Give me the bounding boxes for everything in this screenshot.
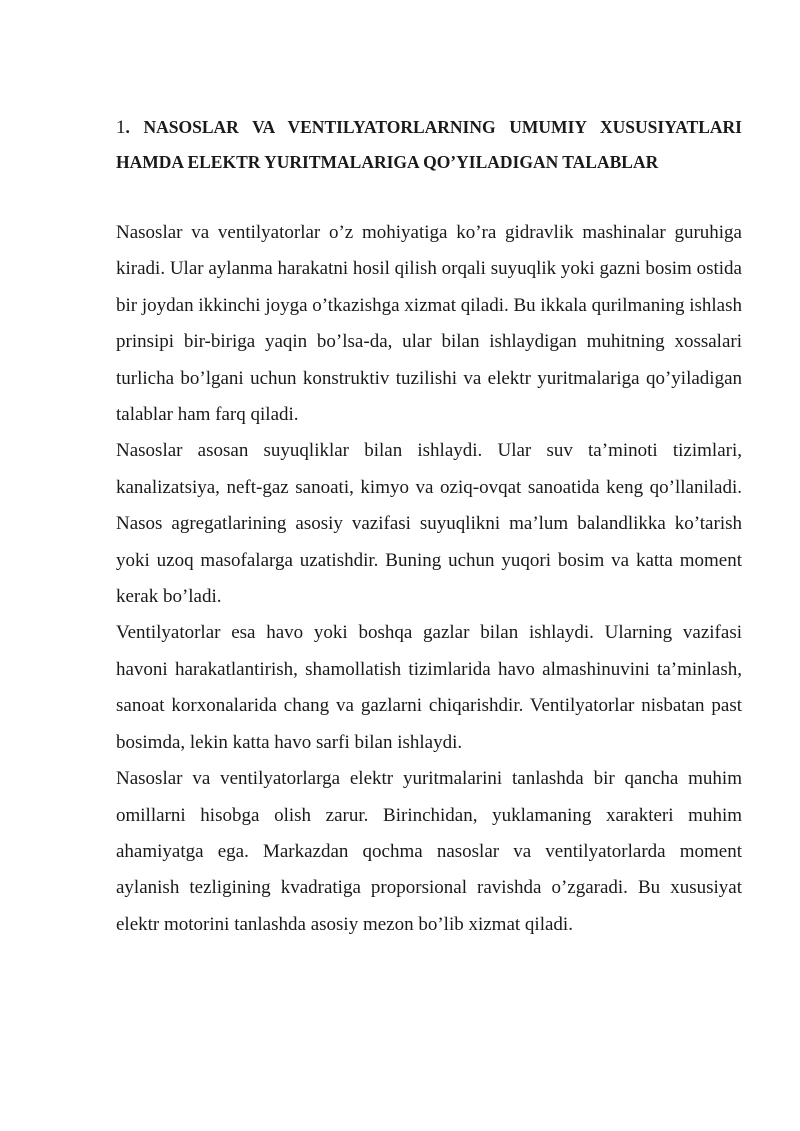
section-title: . NASOSLAR VA VENTILYATORLARNING UMUMIY XUSUSIYATLARI HAMDA ELEKTR YURITMALARIGA QO’YILADIGAN TALABLAR (116, 117, 742, 172)
paragraph-1: Nasoslar va ventilyatorlar o’z mohiyatiga ko’ra gidravlik mashinalar guruhiga kiradi. Ular aylanma harakatni hosil qilish orqali suyuqlik yoki gazni bosim ostida bir joydan ikkinchi joyga o’tkazishga xizmat qiladi. Bu ikkala qurilmaning ishlash prinsipi bir-biriga yaqin bo’lsa-da, ular bilan ishlaydigan muhitning xossalari turlicha bo’lgani uchun konstruktiv tuzilishi va elektr yuritmalariga qo’yiladigan talablar ham farq qiladi. (116, 222, 743, 426)
heading-spacer (116, 179, 742, 215)
paragraph-3: Ventilyatorlar esa havo yoki boshqa gazlar bilan ishlaydi. Ularning vazifasi havoni harakatlantirish, shamollatish tizimlarida havo almashinuvini ta’minlash, sanoat korxonalarida chang va gazlarni chiqarishdir. Ventilyatorlar nisbatan past bosimda, lekin katta havo sarfi bilan ishlaydi. (116, 622, 742, 753)
paragraph-2: Nasoslar asosan suyuqliklar bilan ishlaydi. Ular suv ta’minoti tizimlari, kanalizatsiya, neft-gaz sanoati, kimyo va oziq-ovqat sanoatida keng qo’llaniladi. Nasos agregatlarining asosiy vazifasi suyuqlikni ma’lum balandlikka ko’tarish yoki uzoq masofalarga uzatishdir. Buning uchun yuqori bosim va katta moment kerak bo’ladi. (116, 440, 742, 608)
document-page (116, 110, 742, 943)
section-heading (116, 110, 742, 179)
section-number: 1 (116, 117, 126, 138)
paragraph-4: Nasoslar va ventilyatorlarga elektr yuritmalarini tanlashda bir qancha muhim omillarni hisobga olish zarur. Birinchidan, yuklamaning xarakteri muhim ahamiyatga ega. Markazdan qochma nasoslar va ventilyatorlarda moment aylanish tezligining kvadratiga proporsional ravishda o’zgaradi. Bu xususiyat elektr motorini tanlashda asosiy mezon bo’lib xizmat qiladi. (116, 768, 742, 935)
